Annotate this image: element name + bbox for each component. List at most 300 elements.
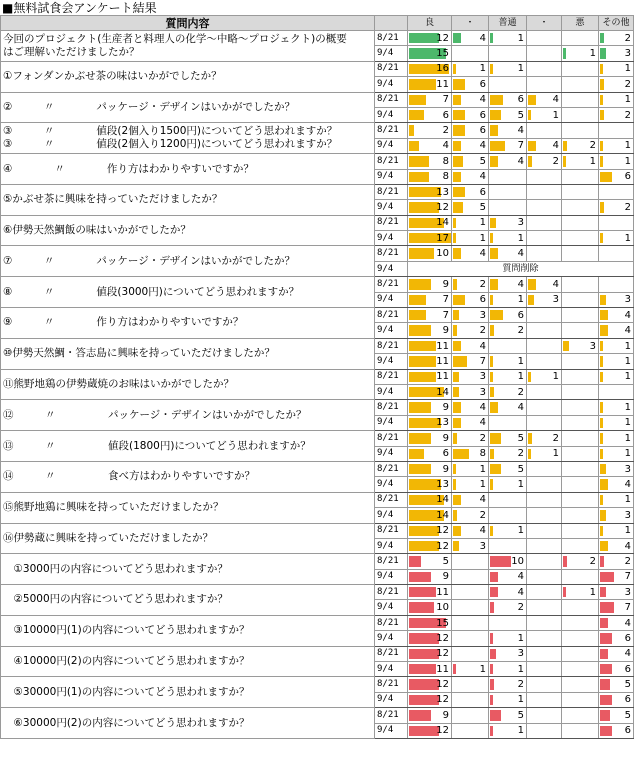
survey-date: 9/4 [375,477,408,492]
value-number: 6 [442,448,449,460]
question-cell [1,123,375,154]
value-number: 3 [517,648,524,660]
value-cell-bad [562,138,599,153]
value-bar [528,372,531,382]
survey-date: 9/4 [375,292,408,307]
value-cell-bad [562,677,599,692]
value-cell-normal [489,200,527,215]
value-cell-good-mid [452,585,489,600]
value-cell-good-mid [452,538,489,553]
value-cell-bad [562,323,599,338]
value-cell-bad [562,354,599,369]
data-row [1,31,634,46]
value-number: 1 [624,63,631,75]
value-cell-bad [562,184,599,199]
value-cell-good [408,554,452,569]
value-cell-good-mid [452,431,489,446]
value-cell-normal [489,600,527,615]
header-normal: 普通 [489,16,527,31]
value-cell-good-mid [452,677,489,692]
value-number: 2 [479,278,486,290]
value-cell-good [408,723,452,738]
data-row [1,646,634,661]
value-cell-good [408,400,452,415]
header-question: 質問内容 [1,16,375,31]
value-bar [409,372,436,382]
survey-date: 8/21 [375,123,408,138]
survey-date: 9/4 [375,569,408,584]
value-number: 15 [436,617,449,629]
value-bar [453,279,457,289]
value-number: 1 [479,479,486,491]
data-row [1,92,634,107]
value-bar [490,248,498,258]
value-bar [453,248,461,258]
value-cell-good [408,354,452,369]
value-cell-good-mid [452,384,489,399]
survey-date: 8/21 [375,585,408,600]
value-cell-good-mid [452,292,489,307]
data-row [1,677,634,692]
value-bar [453,664,456,674]
value-bar [453,433,457,443]
value-number: 1 [517,371,524,383]
value-cell-normal [489,492,527,507]
value-number: 1 [552,371,559,383]
value-cell-good [408,646,452,661]
value-cell-other [599,169,634,184]
value-bar [600,649,608,659]
value-number: 3 [624,294,631,306]
value-cell-good [408,169,452,184]
value-cell-normal [489,154,527,169]
value-cell-other [599,538,634,553]
value-bar [490,218,496,228]
value-cell-good [408,369,452,384]
value-cell-good-mid [452,477,489,492]
value-cell-normal [489,384,527,399]
value-bar [600,418,603,428]
value-number: 2 [552,155,559,167]
value-cell-good [408,569,452,584]
data-row [1,154,634,169]
value-bar [490,141,505,151]
value-bar [409,541,439,551]
value-cell-bad-mid [527,708,562,723]
value-cell-good-mid [452,31,489,46]
value-number: 3 [589,340,596,352]
value-bar [409,33,439,43]
value-cell-bad-mid [527,246,562,261]
value-cell-bad-mid [527,154,562,169]
value-cell-good [408,538,452,553]
question-text: ⑤30000円(1)の内容についてどう思われますか？ [3,685,250,698]
value-cell-other [599,215,634,230]
data-row [1,492,634,507]
question-text: ⑤かぶせ茶に興味を持っていただけましたか？ [3,193,223,206]
value-cell-bad [562,461,599,476]
value-bar [453,341,461,351]
value-number: 1 [552,109,559,121]
value-number: 4 [442,140,449,152]
value-number: 9 [442,402,449,414]
value-number: 4 [517,278,524,290]
question-text: ③ 〃 値段(2個入り1200円)についてどう思われますか？ [3,138,338,151]
value-bar [490,449,494,459]
value-bar [563,48,566,58]
value-bar [563,587,566,597]
value-cell-good-mid [452,446,489,461]
value-number: 9 [442,463,449,475]
value-bar [490,95,503,105]
value-bar [490,356,493,366]
value-bar [600,295,606,305]
value-cell-other [599,184,634,199]
value-cell-good [408,631,452,646]
value-number: 4 [624,540,631,552]
survey-date: 9/4 [375,77,408,92]
value-bar [453,402,461,412]
question-text: ④ 〃 作り方はわかりやすいですか？ [3,162,254,175]
value-number: 12 [436,648,449,660]
value-bar [453,172,461,182]
value-cell-other [599,61,634,76]
value-number: 6 [442,109,449,121]
survey-date: 8/21 [375,646,408,661]
value-bar [453,187,465,197]
value-number: 7 [624,571,631,583]
value-bar [600,33,604,43]
header-row [1,16,634,31]
value-number: 7 [442,294,449,306]
value-bar [453,464,456,474]
value-cell-good-mid [452,200,489,215]
value-cell-bad [562,692,599,707]
value-number: 2 [624,201,631,213]
survey-results-table [0,15,634,739]
value-cell-bad-mid [527,569,562,584]
survey-date: 8/21 [375,61,408,76]
value-cell-bad [562,431,599,446]
page-title: ■無料試食会アンケート結果 [2,1,157,15]
value-bar [490,726,493,736]
question-cell [1,308,375,339]
value-cell-other [599,585,634,600]
value-cell-bad-mid [527,461,562,476]
value-number: 11 [436,663,449,675]
value-cell-good-mid [452,184,489,199]
value-bar [600,325,608,335]
value-number: 1 [624,232,631,244]
value-cell-normal [489,554,527,569]
value-cell-good-mid [452,569,489,584]
value-cell-good [408,585,452,600]
value-bar [409,695,439,705]
value-number: 3 [624,509,631,521]
value-cell-other [599,200,634,215]
value-cell-good-mid [452,323,489,338]
value-bar [453,325,457,335]
value-number: 10 [436,248,449,260]
value-number: 6 [479,125,486,137]
value-bar [600,556,604,566]
value-bar [409,464,431,474]
value-bar [409,141,419,151]
survey-date: 9/4 [375,415,408,430]
value-bar [409,587,436,597]
value-bar [409,649,439,659]
value-bar [453,387,459,397]
question-cell [1,400,375,431]
value-bar [453,495,461,505]
value-cell-bad-mid [527,231,562,246]
value-bar [409,295,426,305]
value-cell-other [599,308,634,323]
value-bar [453,95,461,105]
survey-date: 8/21 [375,92,408,107]
value-cell-normal [489,662,527,677]
survey-date: 9/4 [375,631,408,646]
value-number: 3 [479,371,486,383]
value-cell-normal [489,354,527,369]
value-cell-bad [562,585,599,600]
value-number: 5 [479,201,486,213]
value-bar [600,372,603,382]
value-number: 14 [436,509,449,521]
data-row [1,400,634,415]
survey-date: 9/4 [375,169,408,184]
value-cell-bad-mid [527,415,562,430]
value-bar [453,372,459,382]
value-cell-other [599,708,634,723]
data-row [1,308,634,323]
value-number: 4 [552,140,559,152]
survey-date: 9/4 [375,723,408,738]
value-bar [409,664,436,674]
value-cell-other [599,246,634,261]
value-number: 3 [624,463,631,475]
value-cell-normal [489,508,527,523]
question-cell [1,92,375,123]
value-number: 2 [517,679,524,691]
value-number: 3 [479,386,486,398]
value-cell-good [408,523,452,538]
value-cell-bad [562,415,599,430]
value-cell-normal [489,692,527,707]
data-row [1,61,634,76]
value-cell-good-mid [452,46,489,61]
value-cell-other [599,46,634,61]
value-number: 11 [436,78,449,90]
value-cell-normal [489,107,527,122]
value-cell-bad-mid [527,477,562,492]
value-cell-normal [489,538,527,553]
value-bar [600,510,606,520]
value-number: 11 [436,371,449,383]
value-number: 1 [479,63,486,75]
value-number: 1 [479,663,486,675]
value-number: 12 [436,32,449,44]
value-cell-good-mid [452,123,489,138]
value-cell-good-mid [452,508,489,523]
value-cell-good-mid [452,646,489,661]
value-bar [490,295,493,305]
question-text: ⑦ 〃 パッケージ・デザインはいかがでしたか？ [3,254,295,267]
question-text: ①3000円の内容についてどう思われますか？ [3,562,228,575]
question-text: ⑮熊野地鶏に興味を持っていただけましたか？ [3,501,224,514]
value-cell-good [408,600,452,615]
value-cell-bad-mid [527,77,562,92]
value-cell-good [408,154,452,169]
value-number: 1 [624,155,631,167]
value-number: 14 [436,217,449,229]
value-number: 4 [479,340,486,352]
value-cell-good-mid [452,523,489,538]
value-cell-good [408,138,452,153]
value-number: 1 [589,586,596,598]
value-number: 7 [479,355,486,367]
value-number: 13 [436,417,449,429]
survey-date: 9/4 [375,261,408,276]
value-number: 1 [624,371,631,383]
value-bar [600,433,603,443]
value-bar [453,33,461,43]
value-bar [409,156,429,166]
question-text: ⑨ 〃 作り方はわかりやすいですか？ [3,316,244,329]
value-number: 12 [436,525,449,537]
survey-date: 8/21 [375,215,408,230]
value-cell-good-mid [452,369,489,384]
value-cell-bad [562,154,599,169]
value-number: 1 [624,417,631,429]
value-bar [490,602,494,612]
value-cell-good-mid [452,338,489,353]
value-bar [600,356,603,366]
value-bar [453,310,459,320]
value-cell-bad-mid [527,277,562,292]
value-bar [528,141,536,151]
value-bar [600,64,603,74]
question-cell [1,31,375,62]
value-cell-other [599,461,634,476]
value-number: 2 [624,32,631,44]
value-cell-bad-mid [527,677,562,692]
value-cell-normal [489,400,527,415]
value-cell-normal [489,215,527,230]
survey-date: 8/21 [375,523,408,538]
value-cell-good [408,431,452,446]
question-cell [1,615,375,646]
value-cell-bad-mid [527,292,562,307]
question-text: ⑫ 〃 パッケージ・デザインはいかがでしたか？ [3,408,307,421]
value-cell-good [408,461,452,476]
value-bar [600,449,603,459]
value-bar [453,418,461,428]
value-number: 6 [479,78,486,90]
question-text: ⑥30000円(2)の内容についてどう思われますか？ [3,716,250,729]
question-text: ⑩伊勢天然鯛・答志島に興味を持っていただけましたか？ [3,347,275,360]
header-date [375,16,408,31]
value-bar [453,510,457,520]
value-number: 4 [552,278,559,290]
value-cell-bad [562,231,599,246]
survey-date: 9/4 [375,600,408,615]
value-bar [600,526,603,536]
value-cell-other [599,369,634,384]
value-bar [600,587,606,597]
value-bar [409,449,424,459]
value-cell-bad-mid [527,585,562,600]
value-number: 8 [479,448,486,460]
value-number: 6 [517,309,524,321]
value-cell-bad-mid [527,215,562,230]
value-number: 6 [624,663,631,675]
survey-date: 8/21 [375,615,408,630]
value-bar [453,64,456,74]
value-bar [490,156,498,166]
value-cell-normal [489,46,527,61]
value-number: 1 [479,463,486,475]
value-bar [600,572,614,582]
value-number: 7 [442,309,449,321]
value-cell-bad [562,369,599,384]
value-bar [453,218,456,228]
question-cell [1,554,375,585]
value-number: 4 [517,155,524,167]
value-bar [409,526,439,536]
value-cell-good [408,508,452,523]
value-bar [409,556,421,566]
value-cell-good-mid [452,277,489,292]
value-number: 3 [624,48,631,60]
value-cell-bad-mid [527,384,562,399]
question-text: ⑭ 〃 食べ方はわかりやすいですか？ [3,470,255,483]
value-number: 1 [517,294,524,306]
value-number: 2 [624,109,631,121]
question-text: ③ 〃 値段(2個入り1500円)についてどう思われますか？ [3,125,338,138]
value-cell-good [408,123,452,138]
value-cell-other [599,92,634,107]
value-number: 13 [436,479,449,491]
value-cell-normal [489,338,527,353]
value-cell-other [599,723,634,738]
value-cell-other [599,231,634,246]
value-cell-other [599,354,634,369]
value-bar [453,541,459,551]
value-cell-good [408,338,452,353]
value-cell-good [408,107,452,122]
value-cell-good [408,246,452,261]
header-other: その他 [599,16,634,31]
question-cell [1,492,375,523]
value-cell-normal [489,184,527,199]
data-row [1,431,634,446]
value-cell-good [408,677,452,692]
value-cell-bad [562,400,599,415]
value-cell-good-mid [452,631,489,646]
value-cell-normal [489,61,527,76]
value-cell-other [599,323,634,338]
value-bar [600,664,612,674]
value-bar [409,356,436,366]
value-number: 4 [624,617,631,629]
value-cell-bad-mid [527,354,562,369]
value-number: 1 [517,525,524,537]
value-cell-bad-mid [527,61,562,76]
value-number: 3 [517,217,524,229]
value-cell-good-mid [452,215,489,230]
value-cell-bad [562,277,599,292]
